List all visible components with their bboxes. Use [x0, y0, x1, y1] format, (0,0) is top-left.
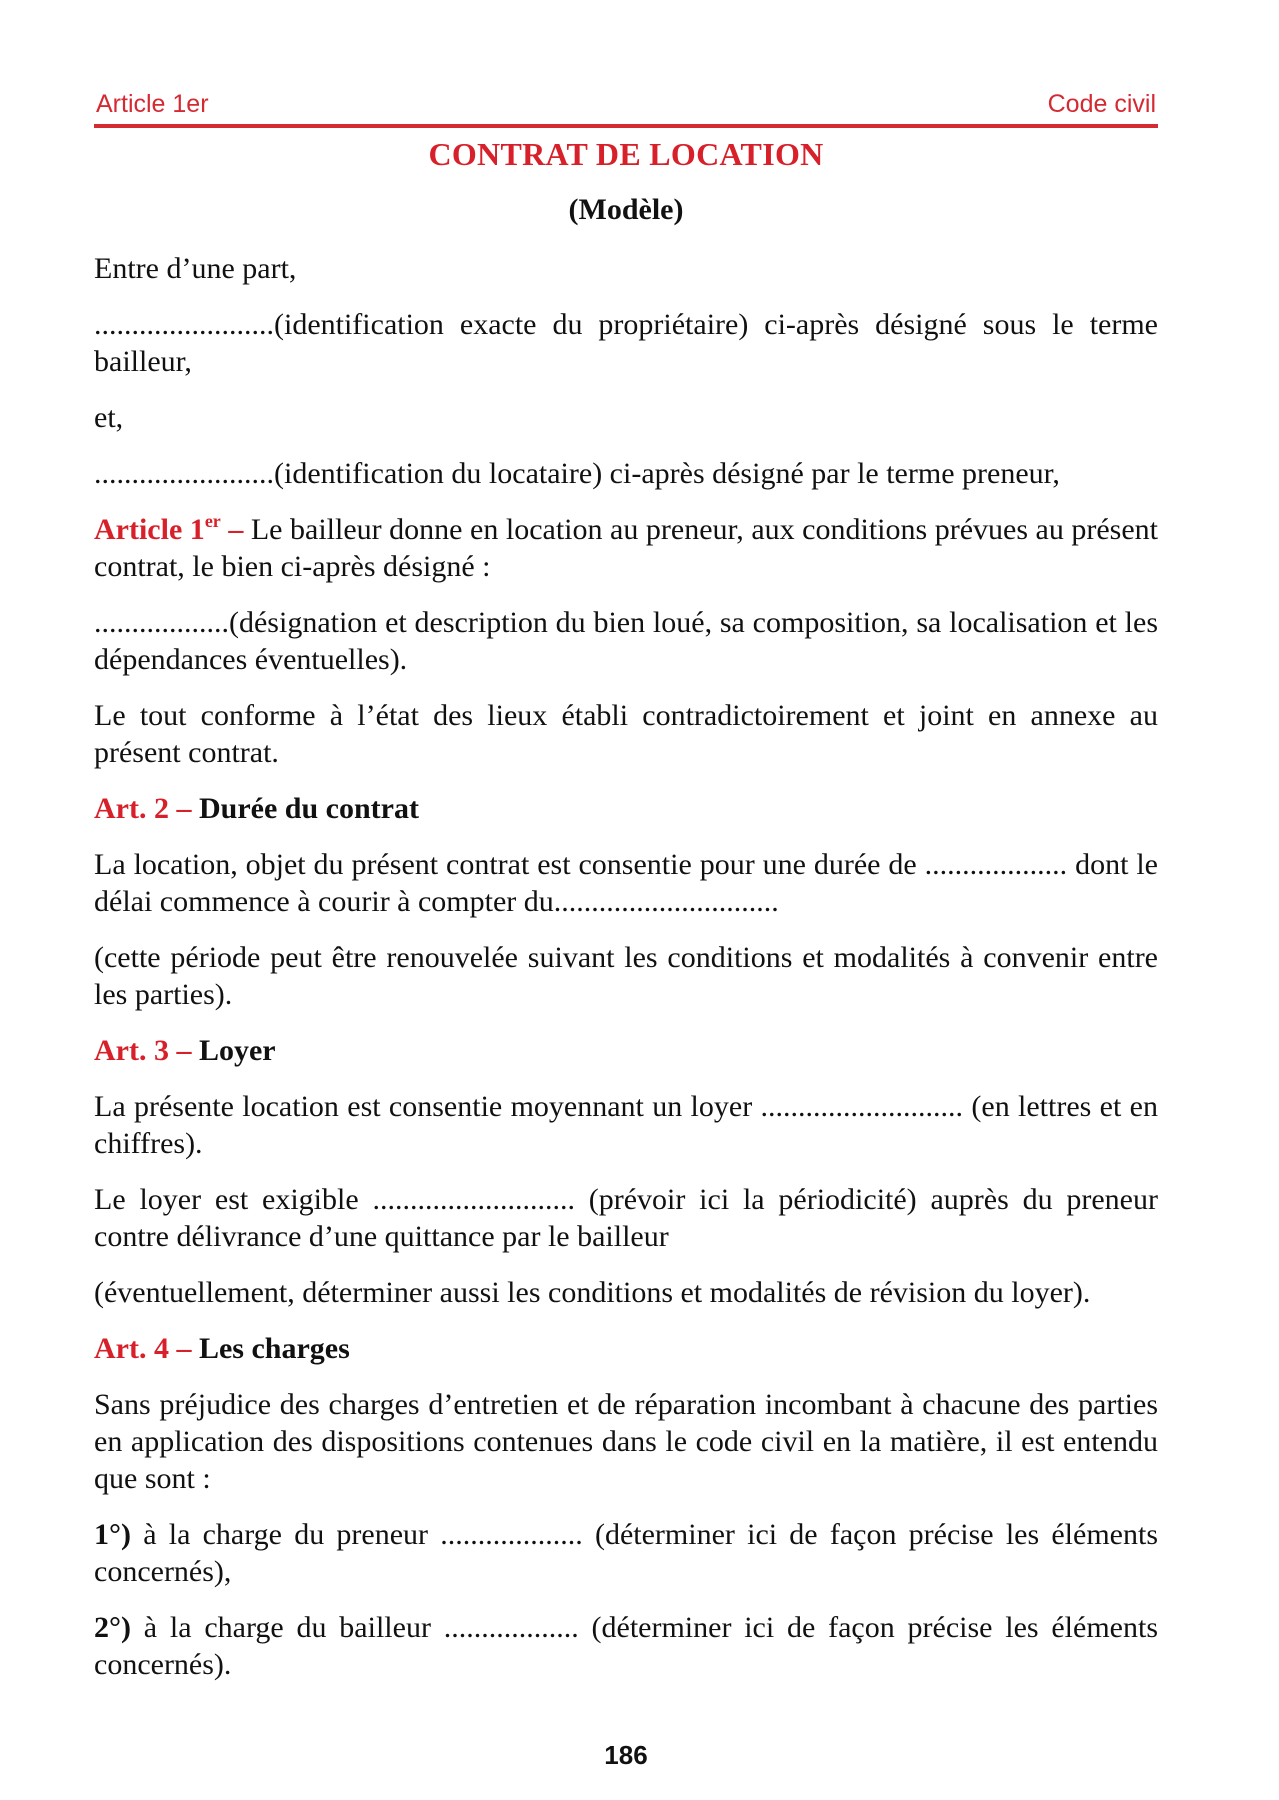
article-1-label: Article 1er –: [94, 511, 244, 546]
item-1-text: à la charge du preneur ................... (déterminer ici de façon précise les éléments concernés),: [94, 1518, 1158, 1588]
charges-intro: Sans préjudice des charges d’entretien et de réparation incombant à chacune des parties en application des dispositions contenues dans le code civil en la matière, il est entendu que sont :: [94, 1388, 1158, 1495]
header-book-title: Code civil: [1047, 90, 1156, 118]
property-description: ..................(désignation et description du bien loué, sa composition, sa localisation et les dépendances éventuelles).: [94, 606, 1158, 676]
header-section-label: Article 1er: [96, 90, 209, 118]
article-1-text: Le bailleur donne en location au preneur, aux conditions prévues au présent contrat, le bien ci-après désigné :: [94, 513, 1159, 583]
article-4-heading: [94, 1330, 1158, 1367]
document-subtitle: (Modèle): [568, 193, 684, 226]
charges-item-lessor: [94, 1609, 1158, 1683]
renewal-clause: (cette période peut être renouvelée suivant les conditions et modalités à convenir entre les parties).: [94, 941, 1158, 1011]
document-title: CONTRAT DE LOCATION: [428, 136, 824, 172]
rent-revision-clause: (éventuellement, déterminer aussi les conditions et modalités de révision du loyer).: [94, 1276, 1091, 1309]
lessee-identification: ........................(identification du locataire) ci-après désigné par le terme preneur,: [94, 457, 1060, 490]
running-header: [94, 80, 1158, 128]
intro-and: et,: [94, 401, 124, 434]
item-1-number: 1°): [94, 1518, 131, 1551]
article-3-label: Art. 3 –: [94, 1034, 192, 1067]
lessor-identification: ........................(identification exacte du propriétaire) ci-après désigné sous le terme bailleur,: [94, 308, 1158, 378]
duration-clause: La location, objet du présent contrat est consentie pour une durée de ................... dont le délai commence à courir à compter du..............................: [94, 848, 1158, 918]
document-page: [94, 0, 1158, 1800]
intro-paragraph: Entre d’une part,: [94, 252, 297, 285]
page-number: 186: [604, 1740, 648, 1770]
rent-payment-clause: Le loyer est exigible ........................... (prévoir ici la périodicité) auprès du preneur contre délivrance d’une quittance par le bailleur: [94, 1183, 1158, 1253]
article-2-title: Durée du contrat: [191, 792, 419, 825]
article-3-title: Loyer: [191, 1034, 276, 1067]
article-2-label: Art. 2 –: [94, 792, 192, 825]
article-1-paragraph: [94, 511, 1158, 585]
inventory-clause: Le tout conforme à l’état des lieux établi contradictoirement et joint en annexe au présent contrat.: [94, 699, 1158, 769]
item-2-text: à la charge du bailleur .................. (déterminer ici de façon précise les éléments concernés).: [94, 1611, 1158, 1681]
article-2-heading: [94, 790, 1158, 827]
document-body: [94, 250, 1158, 1702]
item-2-number: 2°): [94, 1611, 131, 1644]
rent-amount-clause: La présente location est consentie moyennant un loyer ........................... (en lettres et en chiffres).: [94, 1090, 1158, 1160]
article-3-heading: [94, 1032, 1158, 1069]
charges-item-lessee: [94, 1516, 1158, 1590]
article-4-label: Art. 4 –: [94, 1332, 192, 1365]
article-4-title: Les charges: [191, 1332, 350, 1365]
